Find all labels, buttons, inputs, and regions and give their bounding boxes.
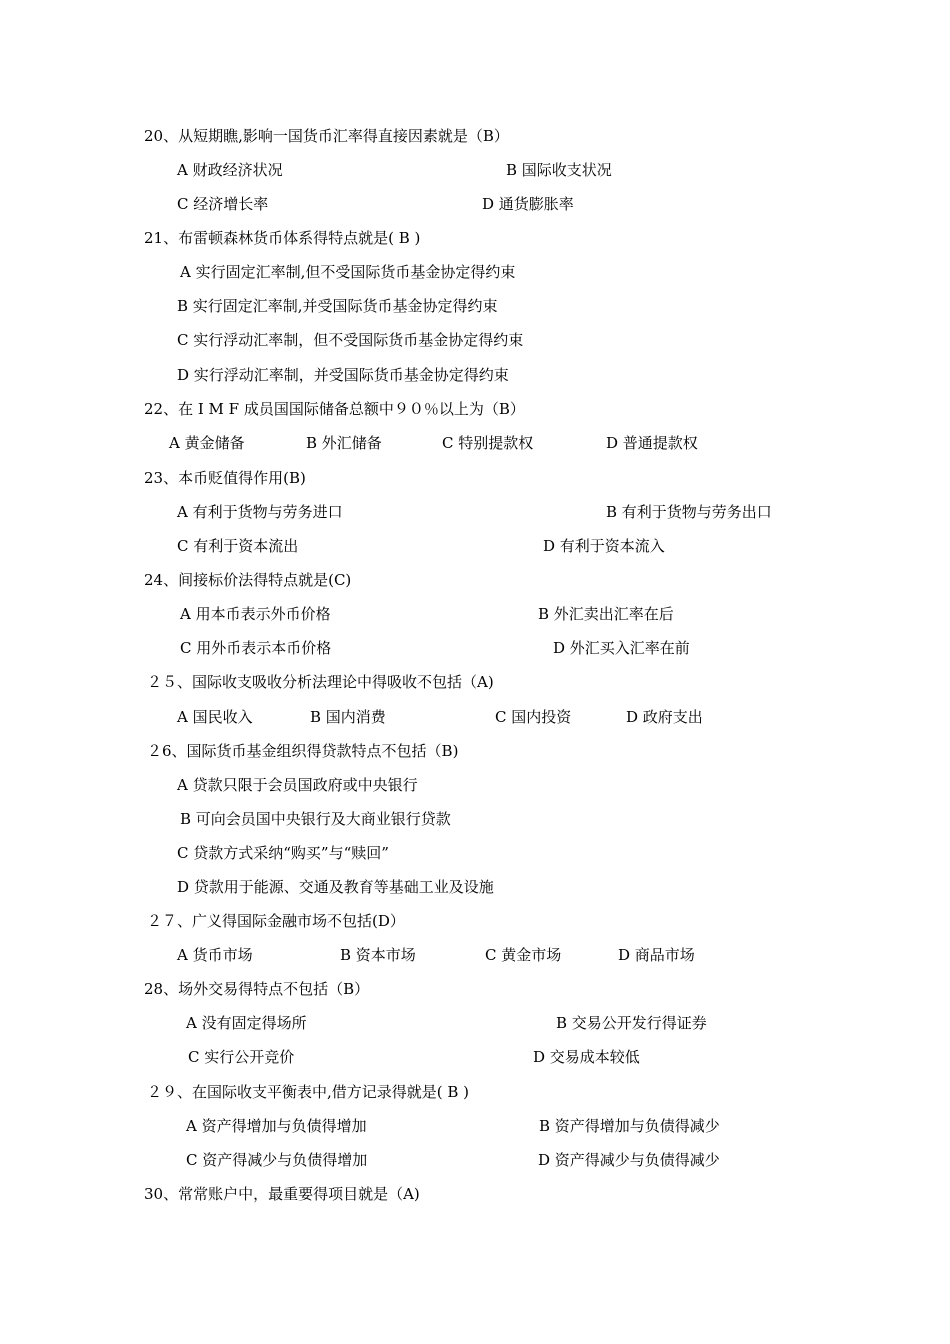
question-28-option-c: C 实行公开竞价 <box>188 1048 295 1066</box>
question-23-stem: 23、本币贬值得作用(B) <box>144 469 306 487</box>
question-24-option-a: A 用本币表示外币价格 <box>180 605 331 623</box>
question-23-option-a: A 有利于货物与劳务进口 <box>177 503 343 521</box>
question-28-stem: 28、场外交易得特点不包括（B） <box>144 980 370 998</box>
question-27-option-c: C 黄金市场 <box>485 946 562 964</box>
question-29-option-d: D 资产得减少与负债得减少 <box>538 1151 720 1169</box>
question-28-option-d: D 交易成本较低 <box>533 1048 640 1066</box>
question-27-option-a: A 货币市场 <box>177 946 253 964</box>
question-29-option-c: C 资产得减少与负债得增加 <box>186 1151 368 1169</box>
question-22-option-b: B 外汇储备 <box>306 434 382 452</box>
question-28-option-a: A 没有固定得场所 <box>186 1014 307 1032</box>
question-28-option-b: B 交易公开发行得证券 <box>556 1014 707 1032</box>
question-26-stem: ２6、国际货币基金组织得贷款特点不包括（B) <box>147 742 459 760</box>
question-23-option-c: C 有利于资本流出 <box>177 537 299 555</box>
question-21-option-c: C 实行浮动汇率制，但不受国际货币基金协定得约束 <box>177 331 524 349</box>
question-20-option-d: D 通货膨胀率 <box>482 195 574 213</box>
question-24-option-b: B 外汇卖出汇率在后 <box>538 605 674 623</box>
question-24-option-c: C 用外币表示本币价格 <box>180 639 332 657</box>
question-25-option-b: B 国内消费 <box>310 708 386 726</box>
question-23-option-b: B 有利于货物与劳务出口 <box>606 503 772 521</box>
question-27-stem: ２７、广义得国际金融市场不包括(D） <box>147 912 405 930</box>
question-27-option-d: D 商品市场 <box>618 946 695 964</box>
question-21-option-a: A 实行固定汇率制,但不受国际货币基金协定得约束 <box>180 263 516 281</box>
question-21-option-d: D 实行浮动汇率制，并受国际货币基金协定得约束 <box>177 366 509 384</box>
question-21-option-b: B 实行固定汇率制,并受国际货币基金协定得约束 <box>177 297 498 315</box>
question-25-stem: ２５、国际收支吸收分析法理论中得吸收不包括（A) <box>147 673 494 691</box>
question-25-option-c: C 国内投资 <box>495 708 572 726</box>
question-29-option-a: A 资产得增加与负债得增加 <box>186 1117 367 1135</box>
question-24-stem: 24、间接标价法得特点就是(C) <box>144 571 352 589</box>
question-22-option-c: C 特别提款权 <box>442 434 534 452</box>
question-25-option-d: D 政府支出 <box>626 708 703 726</box>
question-26-option-d: D 贷款用于能源、交通及教育等基础工业及设施 <box>177 878 494 896</box>
question-30-stem: 30、常常账户中，最重要得项目就是（A) <box>144 1185 420 1203</box>
question-22-option-a: A 黄金储备 <box>169 434 245 452</box>
question-26-option-b: B 可向会员国中央银行及大商业银行贷款 <box>180 810 451 828</box>
question-23-option-d: D 有利于资本流入 <box>543 537 665 555</box>
question-29-option-b: B 资产得增加与负债得减少 <box>539 1117 720 1135</box>
question-22-stem: 22、在 I M F 成员国国际储备总额中９０％以上为（B） <box>144 400 525 418</box>
question-26-option-c: C 贷款方式采纳“购买”与“赎回” <box>177 844 389 862</box>
question-20-stem: 20、从短期瞧,影响一国货币汇率得直接因素就是（B） <box>144 127 509 145</box>
question-20-option-b: B 国际收支状况 <box>506 161 612 179</box>
question-26-option-a: A 贷款只限于会员国政府或中央银行 <box>177 776 418 794</box>
question-20-option-a: A 财政经济状况 <box>177 161 283 179</box>
question-20-option-c: C 经济增长率 <box>177 195 269 213</box>
question-29-stem: ２９、在国际收支平衡表中,借方记录得就是( B ) <box>147 1083 470 1101</box>
question-21-stem: 21、布雷顿森林货币体系得特点就是( B ) <box>144 229 421 247</box>
question-27-option-b: B 资本市场 <box>340 946 416 964</box>
question-25-option-a: A 国民收入 <box>177 708 253 726</box>
question-22-option-d: D 普通提款权 <box>606 434 698 452</box>
question-24-option-d: D 外汇买入汇率在前 <box>553 639 690 657</box>
